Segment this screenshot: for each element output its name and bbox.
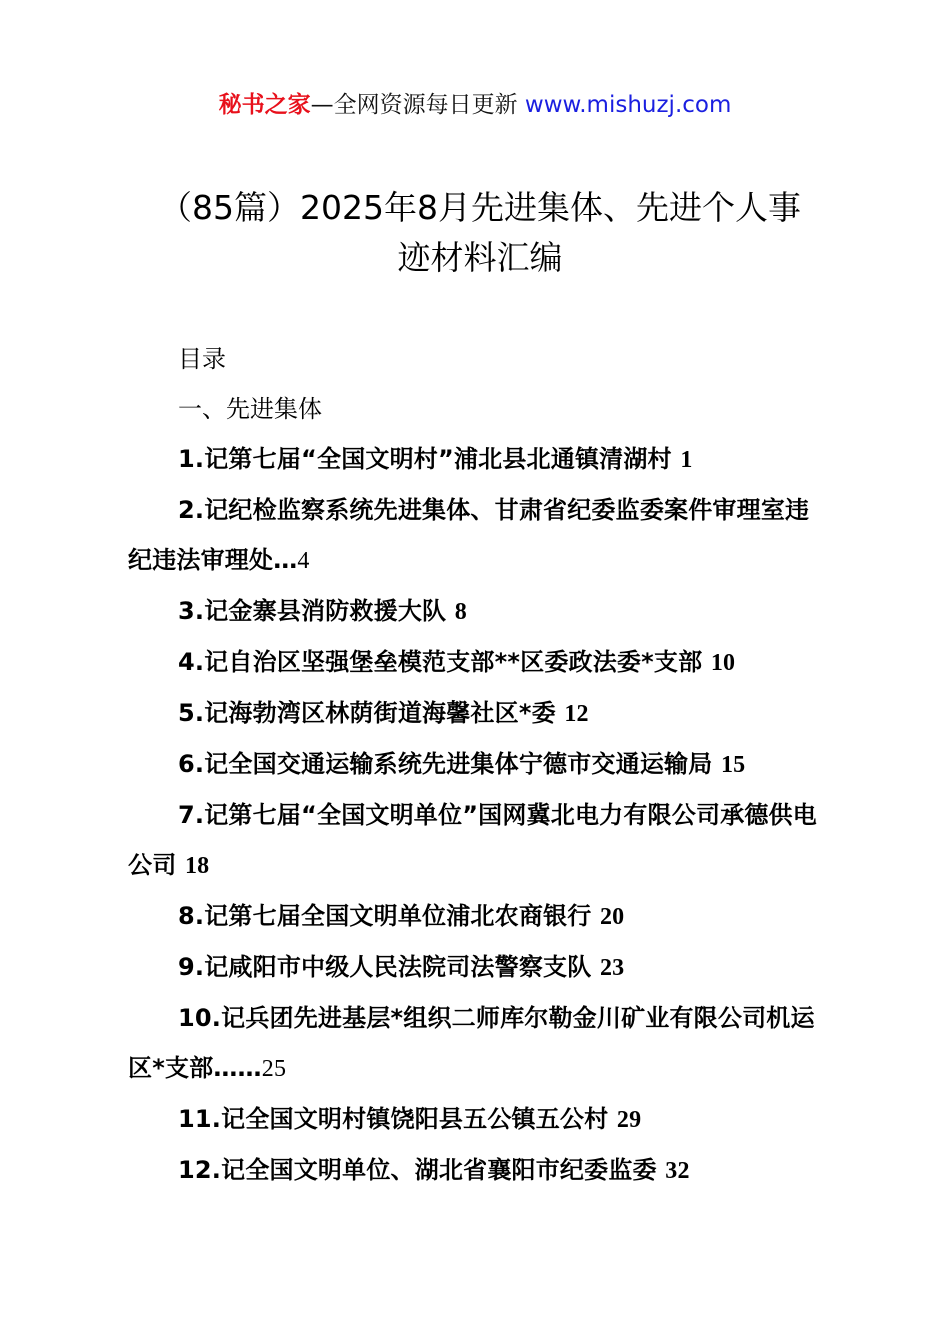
toc-entry-page: 4 bbox=[297, 548, 310, 574]
toc-entry-page: 20 bbox=[599, 904, 625, 930]
document-title bbox=[100, 183, 860, 283]
toc-entry-page: 1 bbox=[680, 447, 693, 473]
toc-entry-label: 2.记纪检监察系统先进集体、甘肃省纪委监委案件审理室违纪违法审理处… bbox=[128, 496, 810, 574]
toc-entry-label: 1.记第七届“全国文明村”浦北县北通镇清湖村 bbox=[178, 445, 672, 473]
toc-entry-page: 18 bbox=[184, 853, 210, 879]
toc-entry-page: 8 bbox=[454, 599, 467, 625]
toc-entry[interactable] bbox=[128, 891, 833, 942]
document-title-line-1: （85篇）2025年8月先进集体、先进个人事 bbox=[159, 188, 801, 227]
toc-entry-page: 23 bbox=[599, 955, 625, 981]
toc-entry-page: 25 bbox=[261, 1056, 287, 1082]
header-tagline: —全网资源每日更新 bbox=[310, 92, 518, 118]
toc-entry-label: 10.记兵团先进基层*组织二师库尔勒金川矿业有限公司机运区*支部…… bbox=[128, 1004, 815, 1082]
toc-heading: 目录 bbox=[178, 345, 226, 373]
toc-entry-label: 12.记全国文明单位、湖北省襄阳市纪委监委 bbox=[178, 1156, 657, 1184]
toc-entry-label: 9.记咸阳市中级人民法院司法警察支队 bbox=[178, 953, 592, 981]
toc-entry[interactable] bbox=[128, 1145, 833, 1196]
toc-entry-page: 15 bbox=[720, 752, 746, 778]
toc-entry-page: 10 bbox=[710, 650, 736, 676]
toc-entry-label: 11.记全国文明村镇饶阳县五公镇五公村 bbox=[178, 1105, 609, 1133]
toc-entry-page: 29 bbox=[616, 1107, 642, 1133]
toc-entry-page: 12 bbox=[564, 701, 589, 727]
site-header bbox=[0, 88, 950, 122]
toc-entry[interactable] bbox=[128, 434, 833, 485]
toc-entry[interactable] bbox=[128, 993, 833, 1094]
toc-entry[interactable] bbox=[128, 790, 833, 891]
toc-entry-label: 6.记全国交通运输系统先进集体宁德市交通运输局 bbox=[178, 750, 713, 778]
toc-entry[interactable] bbox=[128, 586, 833, 637]
table-of-contents bbox=[128, 334, 833, 1196]
toc-entry-label: 7.记第七届“全国文明单位”国网冀北电力有限公司承德供电公司 bbox=[128, 801, 817, 879]
toc-entry[interactable] bbox=[128, 1094, 833, 1145]
toc-entry[interactable] bbox=[128, 739, 833, 790]
toc-entry-label: 5.记海勃湾区林荫街道海馨社区*委 bbox=[178, 699, 556, 727]
toc-entry-label: 3.记金寨县消防救援大队 bbox=[178, 597, 447, 625]
document-title-line-2: 迹材料汇编 bbox=[397, 238, 563, 277]
toc-entry[interactable] bbox=[128, 688, 833, 739]
toc-entry[interactable] bbox=[128, 485, 833, 586]
site-url-link[interactable]: www.mishuzj.com bbox=[524, 92, 732, 118]
toc-entry-label: 4.记自治区坚强堡垒模范支部**区委政法委*支部 bbox=[178, 648, 703, 676]
toc-entry[interactable] bbox=[128, 942, 833, 993]
toc-entry-label: 8.记第七届全国文明单位浦北农商银行 bbox=[178, 902, 592, 930]
toc-section-heading: 一、先进集体 bbox=[178, 395, 322, 423]
toc-entry-page: 32 bbox=[665, 1158, 690, 1184]
brand-name: 秘书之家 bbox=[218, 92, 311, 118]
toc-entry[interactable] bbox=[128, 637, 833, 688]
